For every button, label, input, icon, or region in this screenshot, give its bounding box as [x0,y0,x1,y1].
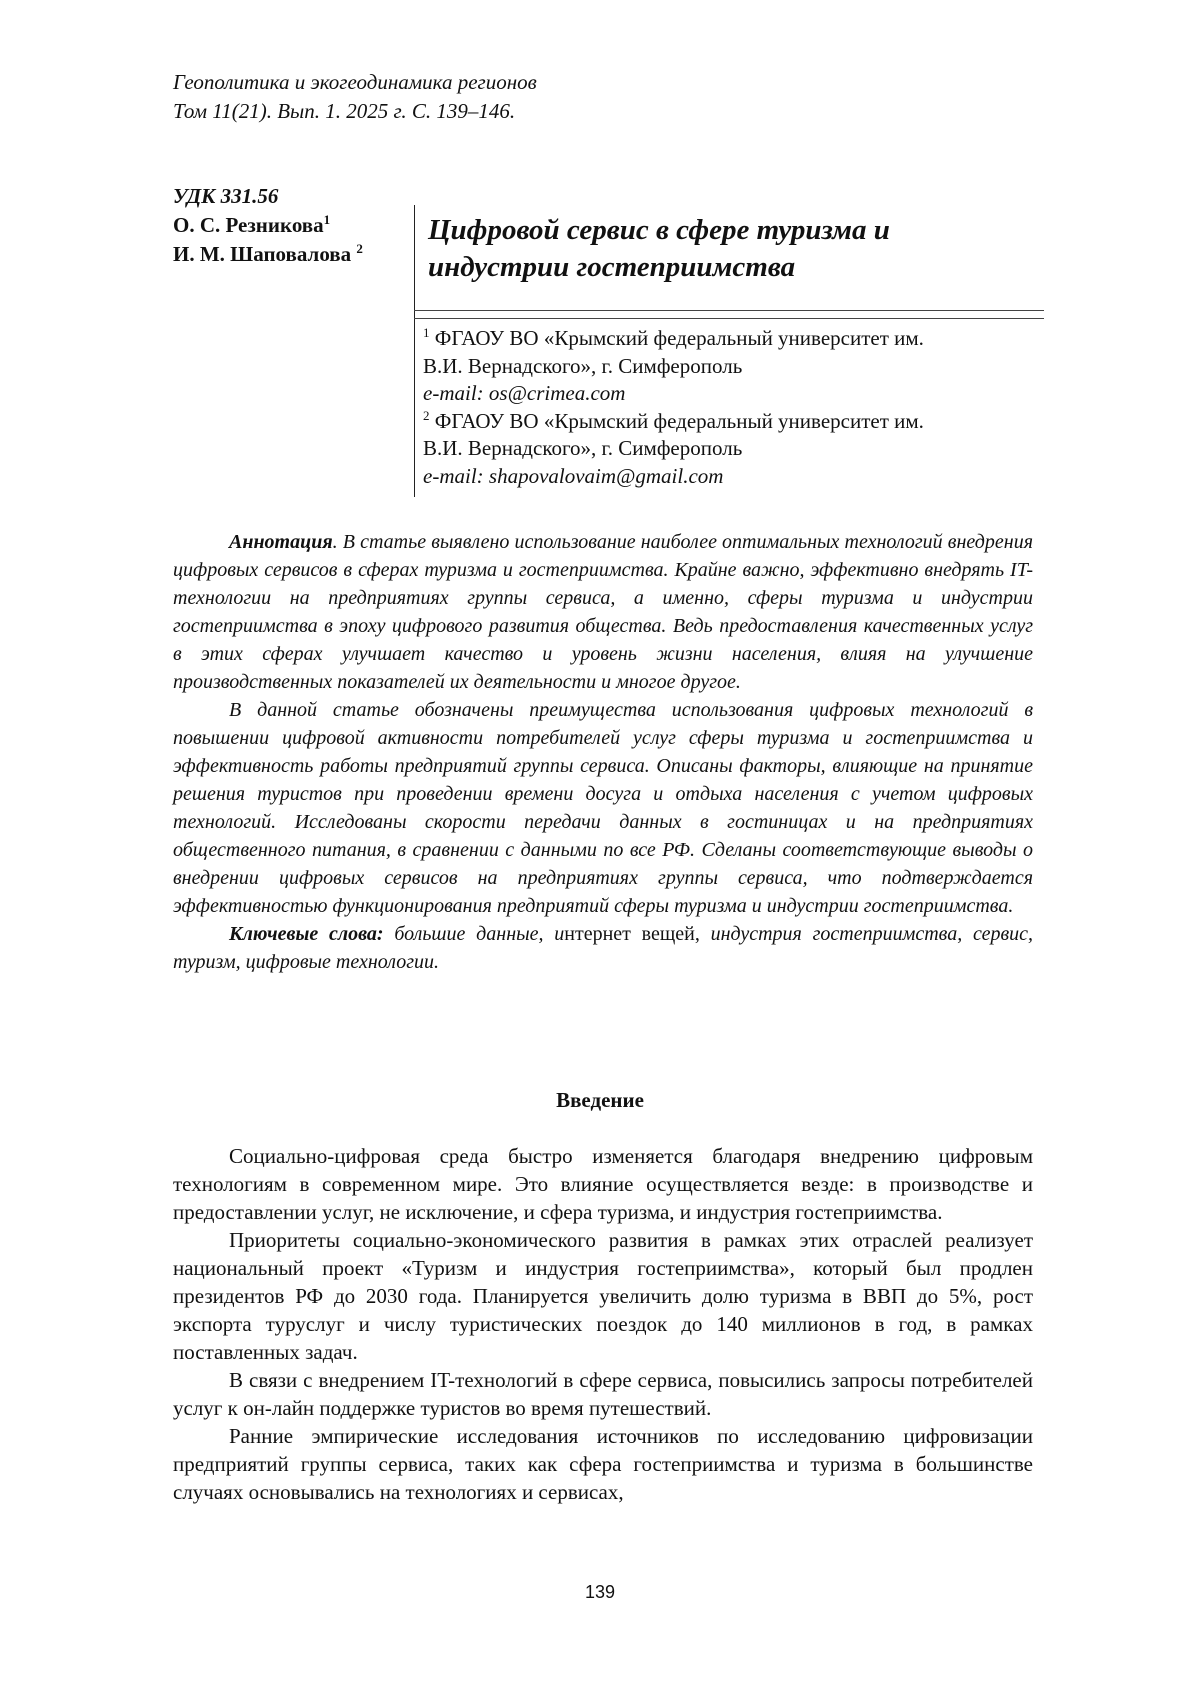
journal-header [173,68,537,126]
abstract-paragraph-2: В данной статье обозначены преимущества использования цифровых технологий в повышении цифровой активности потребителей услуг сферы туризма и гостеприимства и эффективность работы предприятий группы сервиса. Описаны факторы, влияющие на принятие решения туристов при проведении времени досуга и отдыха населения с учетом цифровых технологий. Исследованы скорости передачи данных в гостиницах и на предприятиях общественного питания, в сравнении с данными по все РФ. Сделаны соответствующие выводы о внедрении цифровых сервисов на предприятиях группы сервиса, что подтверждается эффективностью функционирования предприятий сферы туризма и индустрии гостеприимства. [173,699,1033,917]
body-paragraph: Приоритеты социально-экономического развития в рамках этих отраслей реализует национальный проект «Туризм и индустрия гостеприимства», который был продлен президентов РФ до 2030 года. Планируется увеличить долю туризма в ВВП до 5%, рост экспорта туруслуг и числу туристических поездок до 140 миллионов в год, в рамках поставленных задач. [173,1228,1033,1364]
body-paragraph: В связи с внедрением IT-технологий в сфере сервиса, повысились запросы потребителей услуг к он-лайн поддержке туристов во время путешествий. [173,1368,1033,1420]
keywords-label: Ключевые слова: [229,923,384,945]
title-line-2: индустрии гостеприимства [428,251,796,283]
author-affiliation-mark: 1 [323,212,331,227]
author-name: О. С. Резникова [173,213,324,237]
affiliation-text: ФГАОУ ВО «Крымский федеральный университет им. [429,408,924,433]
affiliation-mark: 1 [423,325,430,340]
author-affiliation-mark: 2 [356,241,363,256]
affiliation-2-email: e-mail: shapovalovaim@gmail.com [423,463,724,488]
keywords-text: нтернет вещей, [564,923,700,945]
article-title [428,212,1048,286]
journal-name: Геополитика и экогеодинамика регионов [173,70,537,94]
keywords-text: индустрия гостеприимства, сервис, туризм, цифровые технологии. [173,923,1034,973]
keywords-text: большие данные, и [383,923,565,945]
affiliations [423,325,1043,490]
abstract-paragraph-1 [173,528,1033,696]
body-paragraph: Социально-цифровая среда быстро изменяется благодаря внедрению цифровым технологиям в современном мире. Это влияние осуществляется везде: в производстве и предоставлении услуг, не исключение, и сфера туризма, и индустрия гостеприимства. [173,1144,1033,1224]
vertical-divider [414,205,415,497]
udk-code: УДК 331.56 [173,184,279,208]
affiliation-mark: 2 [423,407,430,423]
abstract-text: . В статье выявлено использование наиболее оптимальных технологий внедрения цифровых сервисов в сферах туризма и гостеприимства. Крайне важно, эффективно внедрять IT-технологии на предприятиях группы сервиса, а именно, сферы туризма и индустрии гостеприимства в эпоху цифрового развития общества. Ведь предоставления качественных услуг в этих сферах улучшает качество и уровень жизни населения, влияя на улучшение производственных показателей их деятельности и многое другое. [173,531,1033,693]
body-paragraph: Ранние эмпирические исследования источников по исследованию цифровизации предприятий группы сервиса, таких как сфера гостеприимства и туризма в большинстве случаях основывались на технологиях и сервисах, [173,1424,1033,1504]
affiliation-1-email: e-mail: os@crimea.com [423,381,626,405]
page-number: 139 [584,1582,616,1602]
title-line-1: Цифровой сервис в сфере туризма и [428,214,890,246]
affiliation-1-line-2: В.И. Вернадского», г. Симферополь [423,353,743,378]
abstract-label: Аннотация [229,531,333,553]
keywords [173,920,1033,976]
journal-issue: Том 11(21). Вып. 1. 2025 г. С. 139–146. [173,99,516,123]
author-name: И. М. Шаповалова [173,242,357,266]
horizontal-divider [414,318,1044,319]
affiliation-2-line-2: В.И. Вернадского», г. Симферополь [423,436,743,460]
article-metadata [173,182,363,269]
author-1 [173,211,363,240]
abstract [173,528,1033,976]
affiliation-2-line-1 [423,408,1043,436]
affiliation-text: ФГАОУ ВО «Крымский федеральный университет им. [429,326,924,350]
body-text [173,1142,1033,1506]
section-heading: Введение [556,1088,644,1112]
horizontal-divider [414,310,1044,311]
affiliation-1-line-1 [423,325,1043,353]
author-2 [173,240,363,269]
